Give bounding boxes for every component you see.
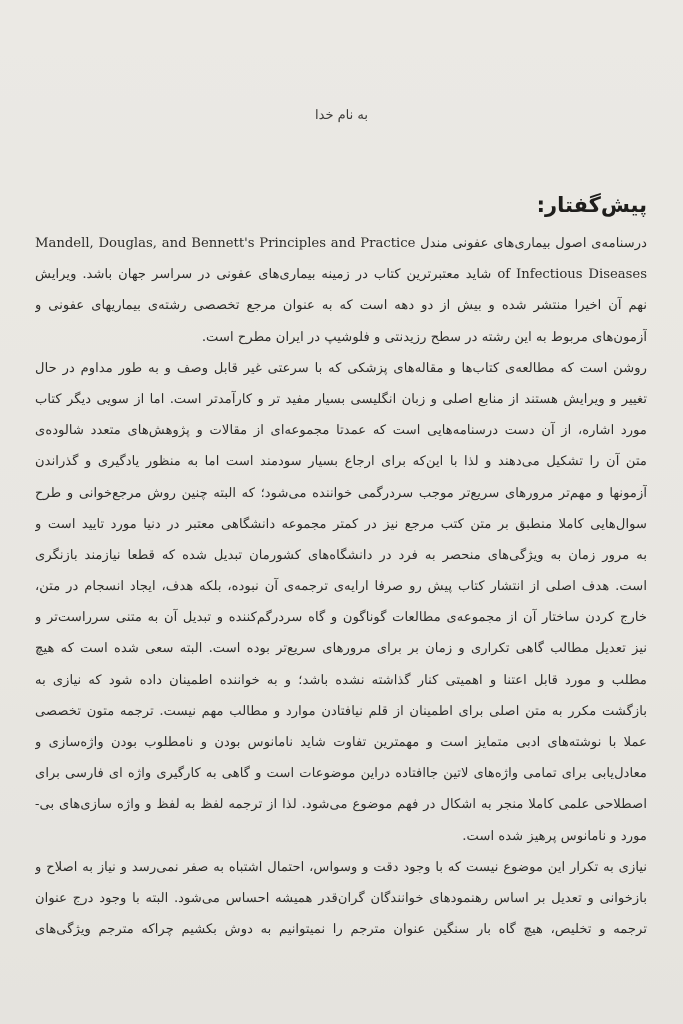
text-line: روشن است که مطالعه‌ی کتاب‌ها و مقاله‌های پزشکی که با سرعتی غیر قابل وصف و به طور مداوم در حال bbox=[35, 360, 647, 376]
text-line: است. هدف اصلی از انتشار کتاب پیش رو صرفا ارایه‌ی ترجمه‌ی آن نبوده، بلکه هدف، ایجاد انسجام در متن، bbox=[35, 579, 647, 595]
text-line: مورد اشاره، از آن دست درسنامه‌هایی است که عمدتا مجموعه‌ای از مقالات و پژوهش‌های متعدد شالوده‌ی bbox=[35, 423, 647, 439]
text-line: آزمون‌های مربوط به این رشته در سطح رزیدنتی و فلوشیپ در ایران مطرح است. bbox=[201, 329, 647, 345]
text-line: نیز تعدیل مطالب گاهی تکراری و زمان بر برای مرورهای سریع‌تر بوده است. البته سعی شده است که هیچ bbox=[35, 641, 647, 657]
text-line: عملا با نوشته‌های ادبی متمایز است و مهمترین تفاوت شاید نامانوس بودن و نامطلوب بودن واژه‌سازی و bbox=[35, 735, 647, 750]
text-line: آزمونها و مهم‌تر مرورهای سریع‌تر موجب سردرگمی خواننده می‌شود؛ که البته چنین روش مرجع‌خوانی و طرح bbox=[35, 485, 647, 501]
bismillah-line: به نام خدا bbox=[315, 108, 368, 123]
text-line: نهم آن اخیرا منتشر شده و بیش از دو دهه است که به عنوان مرجع تخصصی رشته‌ی بیماریهای عفونی و bbox=[35, 298, 647, 314]
text-line: معادل‌یابی برای تمامی واژه‌های لاتین جاافتاده دراین موضوعات است و گاهی به کارگیری واژه ای فارسی برای bbox=[35, 766, 647, 782]
preface-body bbox=[35, 228, 647, 945]
text-line: مطلب و مورد قابل اعتنا و اهمیتی کنار گذاشته نشده باشد؛ و به خواننده اطمینان داده شود که نیازی به bbox=[35, 672, 647, 688]
text-line: به مرور زمان به ویژگی‌های منحصر به فرد در دانشگاه‌های کشورمان تبدیل شده که قطعا نیازمند بازنگری bbox=[35, 547, 647, 563]
text-line: ترجمه و تخلیص، هیچ گاه بار سنگین عنوان مترجم را نمیتوانیم به دوش بکشیم چراکه مترجم ویژگی‌های bbox=[35, 922, 647, 938]
text-line: بازگشت مکرر به متن اصلی برای اطمینان از قلم نیافتادن موارد و مطالب مهم نیست. ترجمه متون تخصصی bbox=[35, 703, 647, 719]
text-line: نیازی به تکرار این موضوع نیست که با وجود دقت و وسواس، احتمال اشتباه به صفر نمی‌رسد و نیاز به اصلاح و bbox=[35, 859, 647, 875]
text-line: خارج کردن ساختار آن از مجموعه‌ی مطالعات گوناگون و گاه سردرگم‌کننده و تبدیل آن به متنی سرراست‌تر و bbox=[35, 610, 647, 626]
text-line: درسنامه‌ی اصول بیماری‌های عفونی مندل Mandell, Douglas, and Bennett's Principles and Practice bbox=[35, 236, 647, 251]
text-line: of Infectious Diseases شاید معتبرترین کتاب در زمینه بیماری‌های عفونی در سراسر جهان باشد. ویرایش bbox=[35, 267, 647, 283]
text-line: سوال‌هایی کاملا منطبق بر متن کتب مرجع نیز در کمتر مجموعه دانشگاهی معتبر در دنیا مورد تایید است و bbox=[35, 516, 647, 532]
text-line: متن آن را تشکیل می‌دهند و لذا با این‌که برای ارجاع بسیار سودمند است اما به منظور یادگیری و گذراندن bbox=[35, 454, 647, 470]
preface-heading: پیش‌گفتار: bbox=[536, 193, 647, 217]
text-line: تغییر و ویرایش هستند از منابع اصلی و زبان انگلیسی بسیار مفید تر و کارآمدتر است. اما از سویی دیگر کتاب bbox=[35, 391, 647, 407]
text-line: بازخوانی و تعدیل بر اساس رهنمودهای خوانندگان گران‌قدر همیشه احساس می‌شود. البته با وجود درج عنوان bbox=[35, 890, 647, 906]
text-line: اصطلاحی علمی کاملا منجر به اشکال در فهم موضوع می‌شود. لذا از ترجمه لفظ به لفظ و واژه سازی‌های بی- bbox=[35, 797, 647, 813]
text-line: مورد و نامانوس پرهیز شده است. bbox=[462, 828, 647, 844]
